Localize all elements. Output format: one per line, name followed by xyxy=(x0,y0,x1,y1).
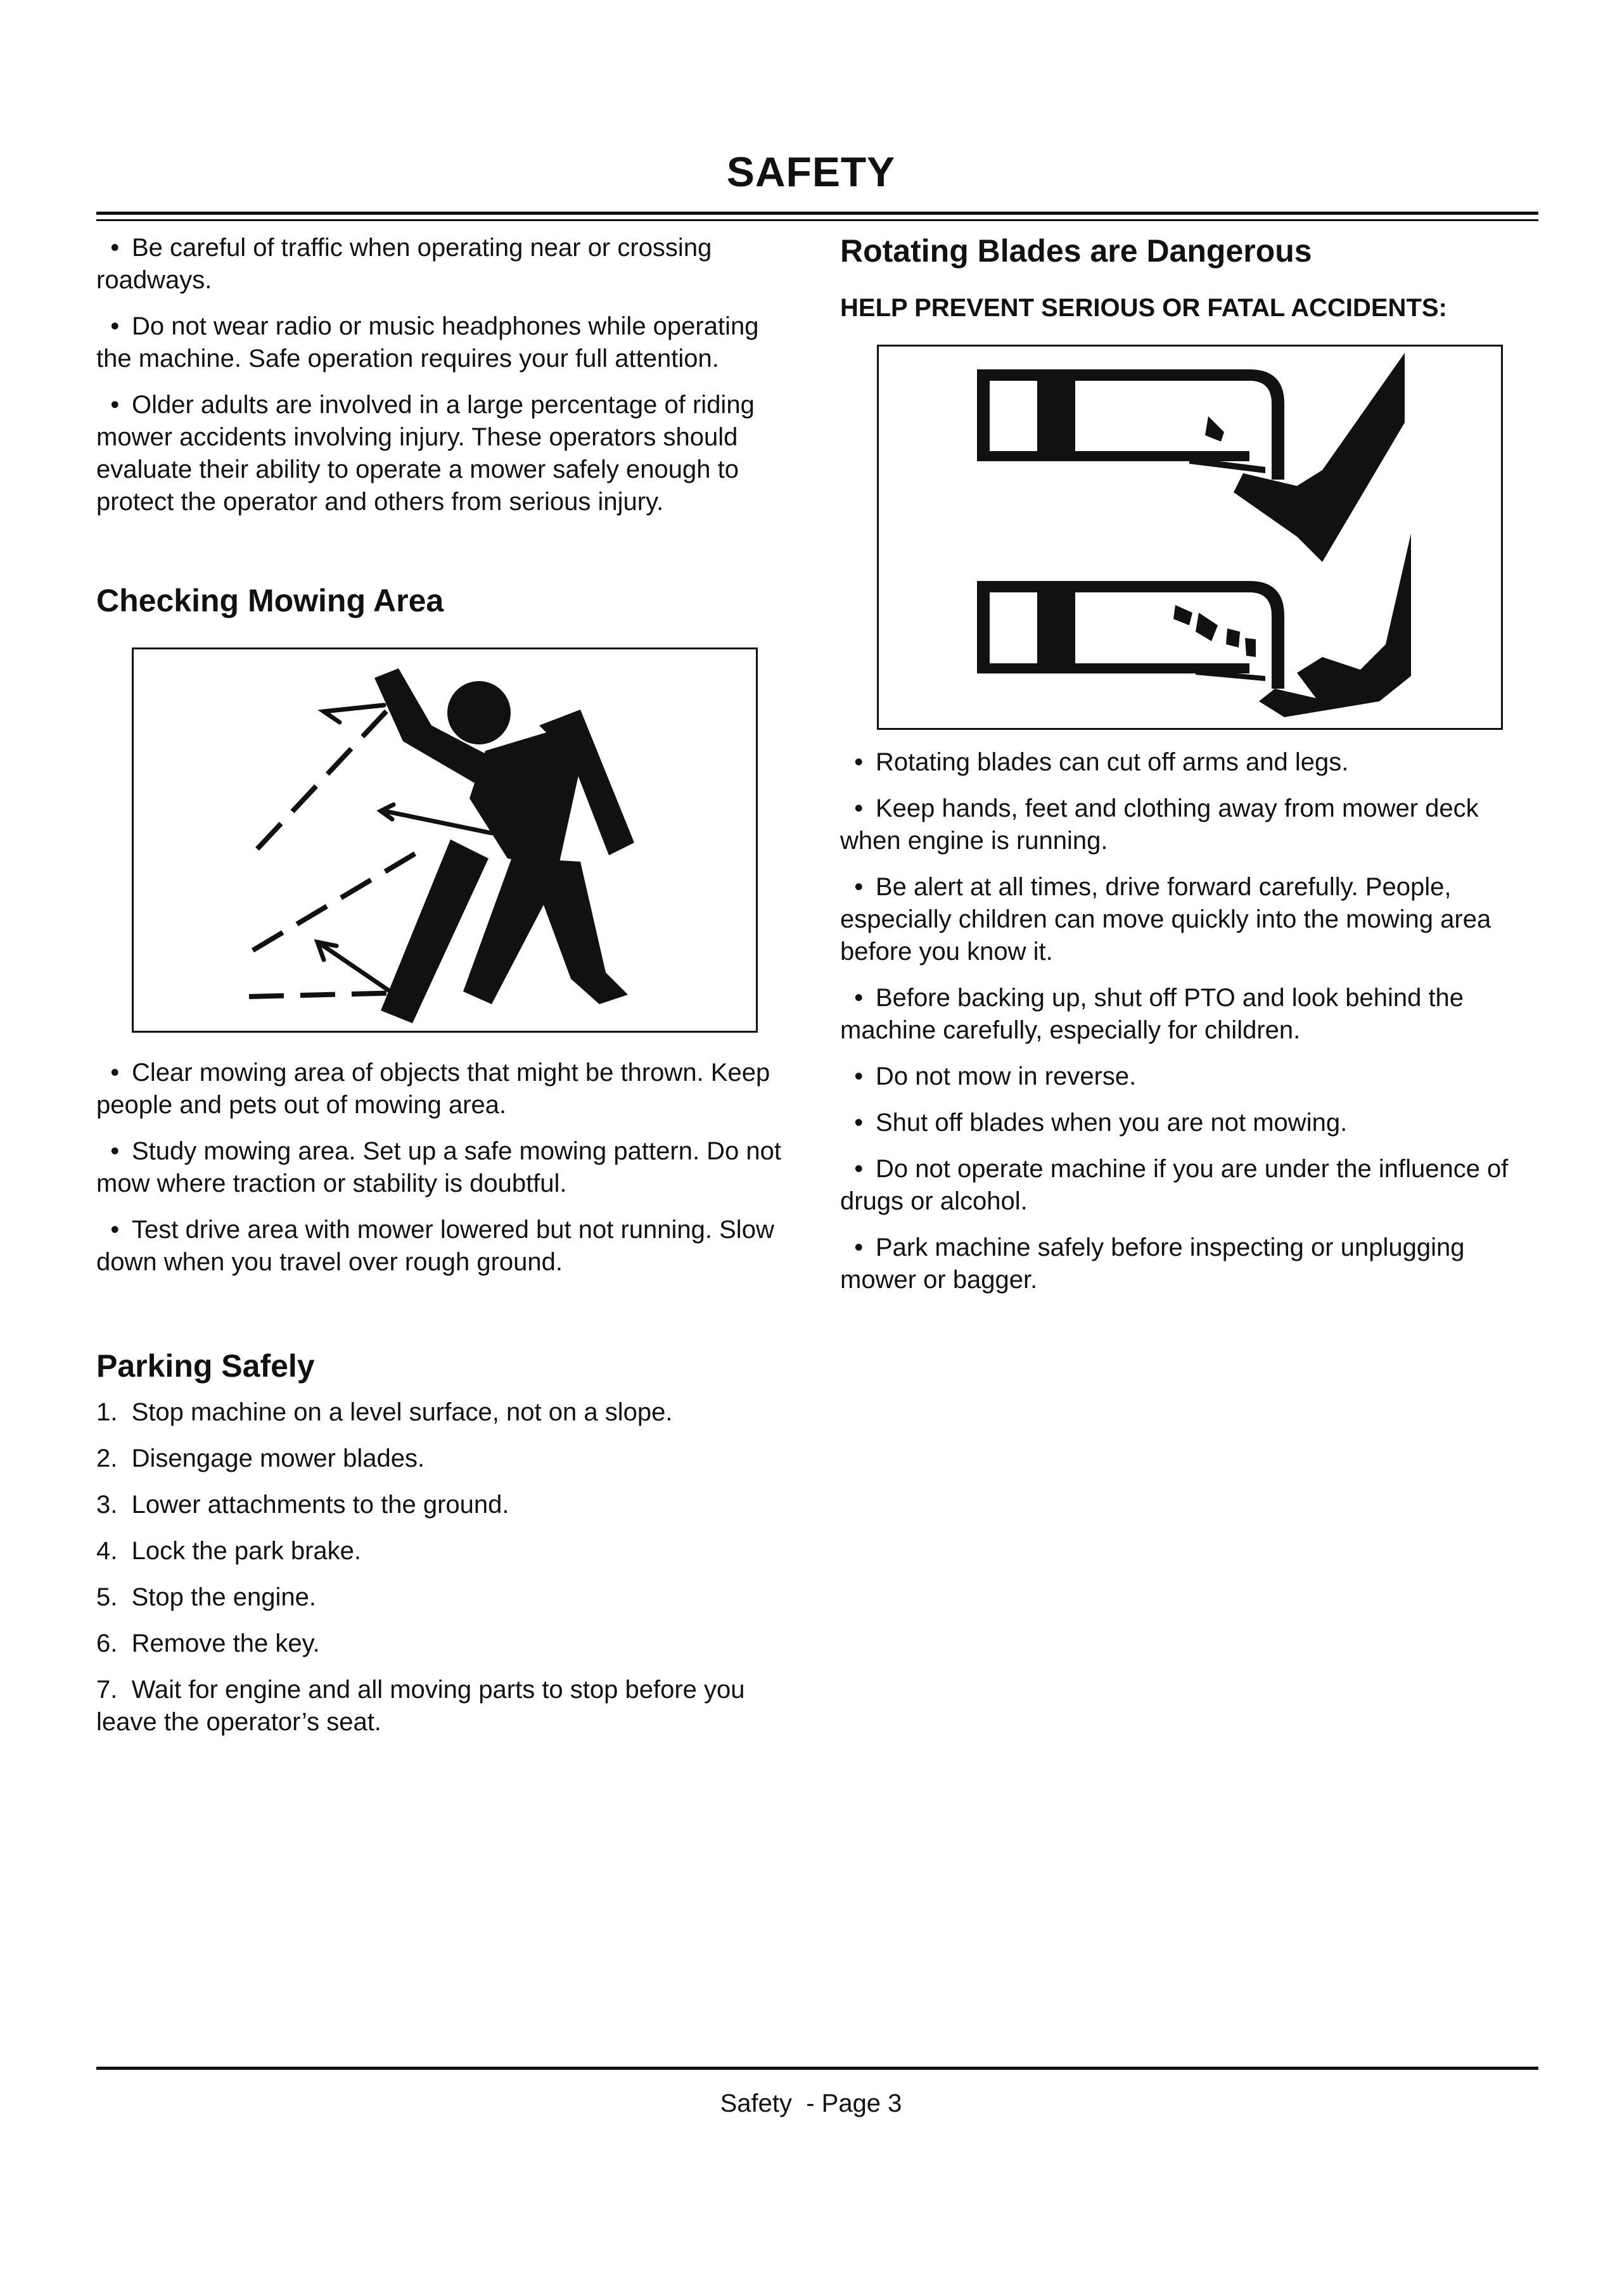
bullet-cut-off: • Rotating blades can cut off arms and legs. xyxy=(840,746,1538,779)
parking-step-6: 6. Remove the key. xyxy=(96,1630,320,1657)
bullet-icon: • xyxy=(96,312,120,340)
bullet-icon: • xyxy=(840,1109,864,1137)
blade-hazard-icon xyxy=(879,347,1501,728)
left-column xyxy=(96,232,793,1752)
bullet-icon: • xyxy=(840,873,864,901)
parking-step-2: 2. Disengage mower blades. xyxy=(96,1445,425,1472)
parking-step-7: 7. Wait for engine and all moving parts to stop before you leave the operator’s seat. xyxy=(96,1676,752,1736)
bullet-influence: • Do not operate machine if you are under the influence of drugs or alcohol. xyxy=(840,1153,1538,1218)
bullet-icon: • xyxy=(96,1137,120,1165)
bullet-icon: • xyxy=(840,1155,864,1183)
parking-step-3: 3. Lower attachments to the ground. xyxy=(96,1491,509,1519)
bullet-icon: • xyxy=(840,984,864,1012)
heading-rotating-blades: Rotating Blades are Dangerous xyxy=(840,233,1312,269)
thrown-objects-icon xyxy=(134,649,756,1031)
parking-step-4: 4. Lock the park brake. xyxy=(96,1537,362,1565)
bullet-icon: • xyxy=(840,1062,864,1090)
bullet-icon: • xyxy=(96,1059,120,1087)
bullet-icon: • xyxy=(840,1234,864,1261)
spacer xyxy=(96,1033,793,1057)
bullet-shut-off-blades: • Shut off blades when you are not mowing. xyxy=(840,1107,1538,1139)
bullet-older-adults: • Older adults are involved in a large percentage of riding mower accidents involving injury. These operators should evaluate their ability to operate a mower safely enough to protect the operator and others from serious injury. xyxy=(96,389,793,518)
thrown-objects-figure xyxy=(132,647,758,1033)
bullet-icon: • xyxy=(840,748,864,776)
bullet-keep-hands: • Keep hands, feet and clothing away from mower deck when engine is running. xyxy=(840,793,1538,857)
parking-step-5: 5. Stop the engine. xyxy=(96,1583,316,1611)
bullet-icon: • xyxy=(96,234,120,262)
bullet-park-safely: • Park machine safely before inspecting or unplugging mower or bagger. xyxy=(840,1232,1538,1296)
footer-rule xyxy=(96,2067,1538,2070)
page-title: SAFETY xyxy=(726,148,896,195)
heading-parking-safely: Parking Safely xyxy=(96,1348,315,1384)
bullet-no-reverse: • Do not mow in reverse. xyxy=(840,1061,1538,1093)
parking-step-1: 1. Stop machine on a level surface, not on a slope. xyxy=(96,1398,673,1426)
rotating-blades-figure xyxy=(877,345,1503,730)
bullet-be-alert: • Be alert at all times, drive forward carefully. People, especially children can move quickly into the mowing area before you know it. xyxy=(840,871,1538,968)
subheading-prevent-accidents: HELP PREVENT SERIOUS OR FATAL ACCIDENTS: xyxy=(840,294,1447,322)
spacer xyxy=(840,730,1538,746)
bullet-icon: • xyxy=(840,794,864,822)
header-rule-thick xyxy=(96,212,1538,215)
bullet-backing-up: • Before backing up, shut off PTO and look behind the machine carefully, especially for children. xyxy=(840,982,1538,1047)
bullet-icon: • xyxy=(96,1216,120,1244)
bullet-study-area: • Study mowing area. Set up a safe mowing pattern. Do not mow where traction or stability is doubtful. xyxy=(96,1135,793,1200)
heading-checking-mowing-area: Checking Mowing Area xyxy=(96,583,444,618)
bullet-clear-area: • Clear mowing area of objects that might be thrown. Keep people and pets out of mowing area. xyxy=(96,1057,793,1121)
bullet-test-drive: • Test drive area with mower lowered but not running. Slow down when you travel over rough ground. xyxy=(96,1214,793,1279)
page-footer: Safety - Page 3 xyxy=(720,2089,902,2117)
bullet-traffic: • Be careful of traffic when operating near or crossing roadways. xyxy=(96,232,793,297)
header-rule-thin xyxy=(96,219,1538,221)
bullet-headphones: • Do not wear radio or music headphones while operating the machine. Safe operation requires your full attention. xyxy=(96,310,793,375)
right-column xyxy=(840,232,1538,1310)
bullet-icon: • xyxy=(96,391,120,419)
